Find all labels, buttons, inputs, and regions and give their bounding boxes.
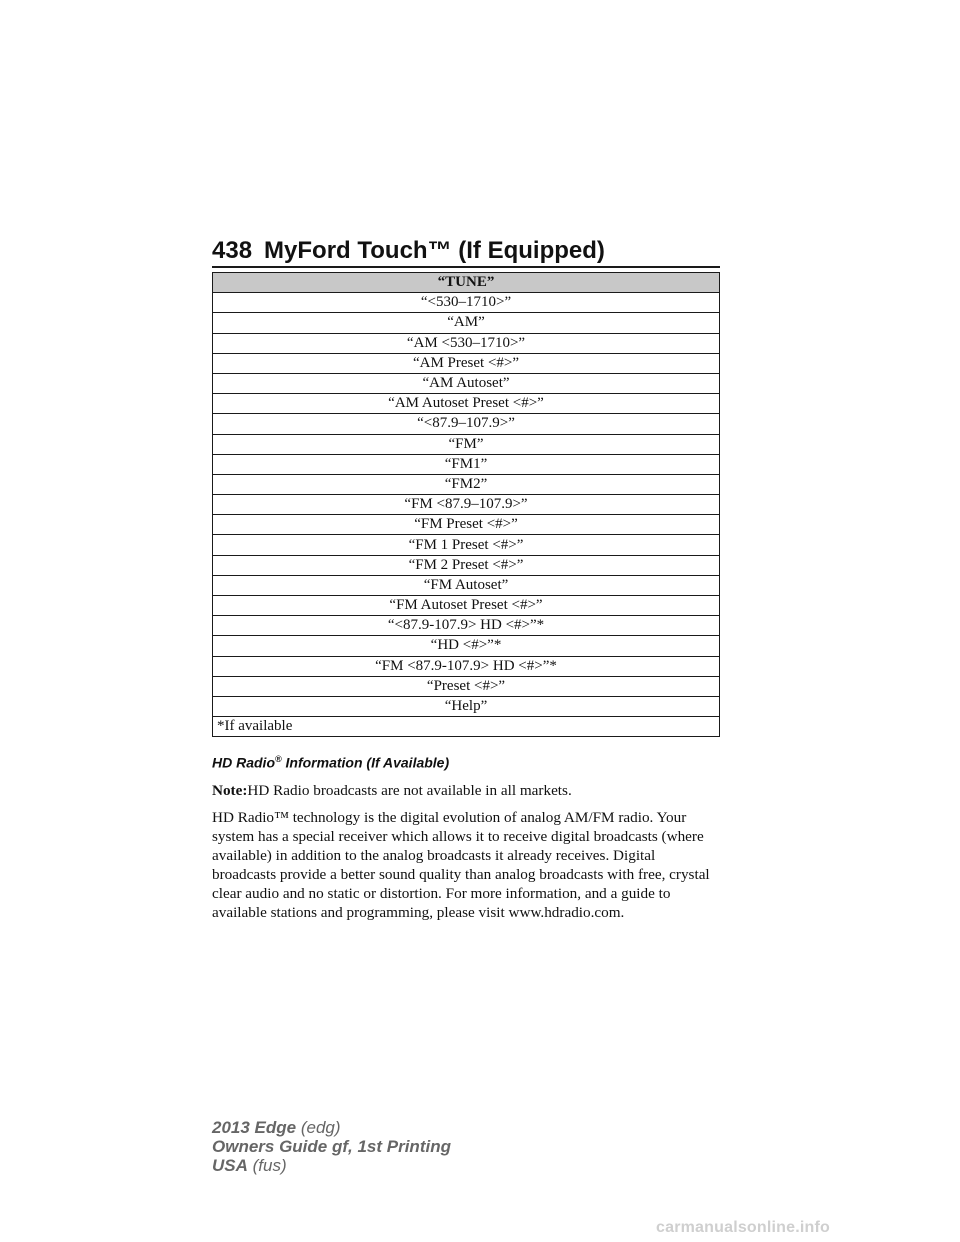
table-row [213, 293, 720, 313]
table-row [213, 616, 720, 636]
section-title: MyFord Touch™ (If Equipped) [264, 237, 605, 264]
hd-radio-subheading [212, 750, 722, 773]
table-row [213, 394, 720, 414]
registered-mark: ® [275, 754, 282, 764]
table-cell: “FM <87.9-107.9> HD <#>”* [213, 656, 720, 676]
table-row [213, 575, 720, 595]
table-cell: “FM1” [213, 454, 720, 474]
table-cell: “Preset <#>” [213, 676, 720, 696]
footer-market: USA [212, 1156, 248, 1175]
table-row [213, 434, 720, 454]
table-cell: “HD <#>”* [213, 636, 720, 656]
hd-radio-paragraph: HD Radio™ technology is the digital evolution of analog AM/FM radio. Your system has a special receiver which allows it to receive digital broadcasts (where available) in addition to the analog broadcasts it already receives. Digital broadcasts provide a better sound quality than analog broadcasts with free, crystal clear audio and no static or distortion. For more information, and a guide to available stations and programming, please visit www.hdradio.com. [212, 808, 710, 921]
table-row [213, 353, 720, 373]
subheading-information: Information (If Available) [281, 754, 450, 771]
voice-commands-table [212, 272, 720, 737]
footer-line-market [212, 1156, 451, 1175]
table-cell: “FM Autoset Preset <#>” [213, 596, 720, 616]
table-cell: “<87.9–107.9>” [213, 414, 720, 434]
table-cell: “AM <530–1710>” [213, 333, 720, 353]
subheading-hd-radio: HD Radio [212, 754, 275, 771]
table-cell: “FM 1 Preset <#>” [213, 535, 720, 555]
footer-line-model [212, 1118, 451, 1137]
table-row [213, 535, 720, 555]
table-header: “TUNE” [213, 273, 720, 293]
note [212, 781, 722, 800]
table-cell: “FM 2 Preset <#>” [213, 555, 720, 575]
table-row [213, 596, 720, 616]
table-cell: “FM2” [213, 474, 720, 494]
footer-model-code: (edg) [296, 1118, 341, 1137]
table-cell: “FM Preset <#>” [213, 515, 720, 535]
table-cell: “AM” [213, 313, 720, 333]
table-cell: “<87.9-107.9> HD <#>”* [213, 616, 720, 636]
table-cell: “AM Autoset Preset <#>” [213, 394, 720, 414]
watermark: carmanualsonline.info [656, 1219, 831, 1236]
table-row [213, 414, 720, 434]
table-cell: “Help” [213, 696, 720, 716]
table-cell: “AM Preset <#>” [213, 353, 720, 373]
page-number: 438 [212, 237, 253, 264]
table-row [213, 333, 720, 353]
table-cell: “FM” [213, 434, 720, 454]
table-row [213, 474, 720, 494]
footer-model: 2013 Edge [212, 1118, 297, 1137]
table-cell: “AM Autoset” [213, 373, 720, 393]
table-cell: “FM Autoset” [213, 575, 720, 595]
table-row [213, 676, 720, 696]
footer-market-code: (fus) [247, 1156, 287, 1175]
print-footer [212, 1118, 451, 1175]
table-row [213, 515, 720, 535]
table-row [213, 454, 720, 474]
table-row [213, 495, 720, 515]
footer-line-guide: Owners Guide gf, 1st Printing [212, 1137, 451, 1156]
table-cell: “FM <87.9–107.9>” [213, 495, 720, 515]
table-row [213, 313, 720, 333]
table-row [213, 696, 720, 716]
table-footnote: *If available [213, 717, 720, 737]
table-footnote-row [213, 717, 720, 737]
table-header-row [213, 273, 720, 293]
table-row [213, 555, 720, 575]
table-cell: “<530–1710>” [213, 293, 720, 313]
note-label: Note: [212, 781, 248, 799]
note-text: HD Radio broadcasts are not available in all markets. [247, 781, 572, 799]
table-row [213, 636, 720, 656]
page-header [212, 232, 720, 268]
table-row [213, 373, 720, 393]
table-row [213, 656, 720, 676]
body-text [212, 750, 722, 922]
